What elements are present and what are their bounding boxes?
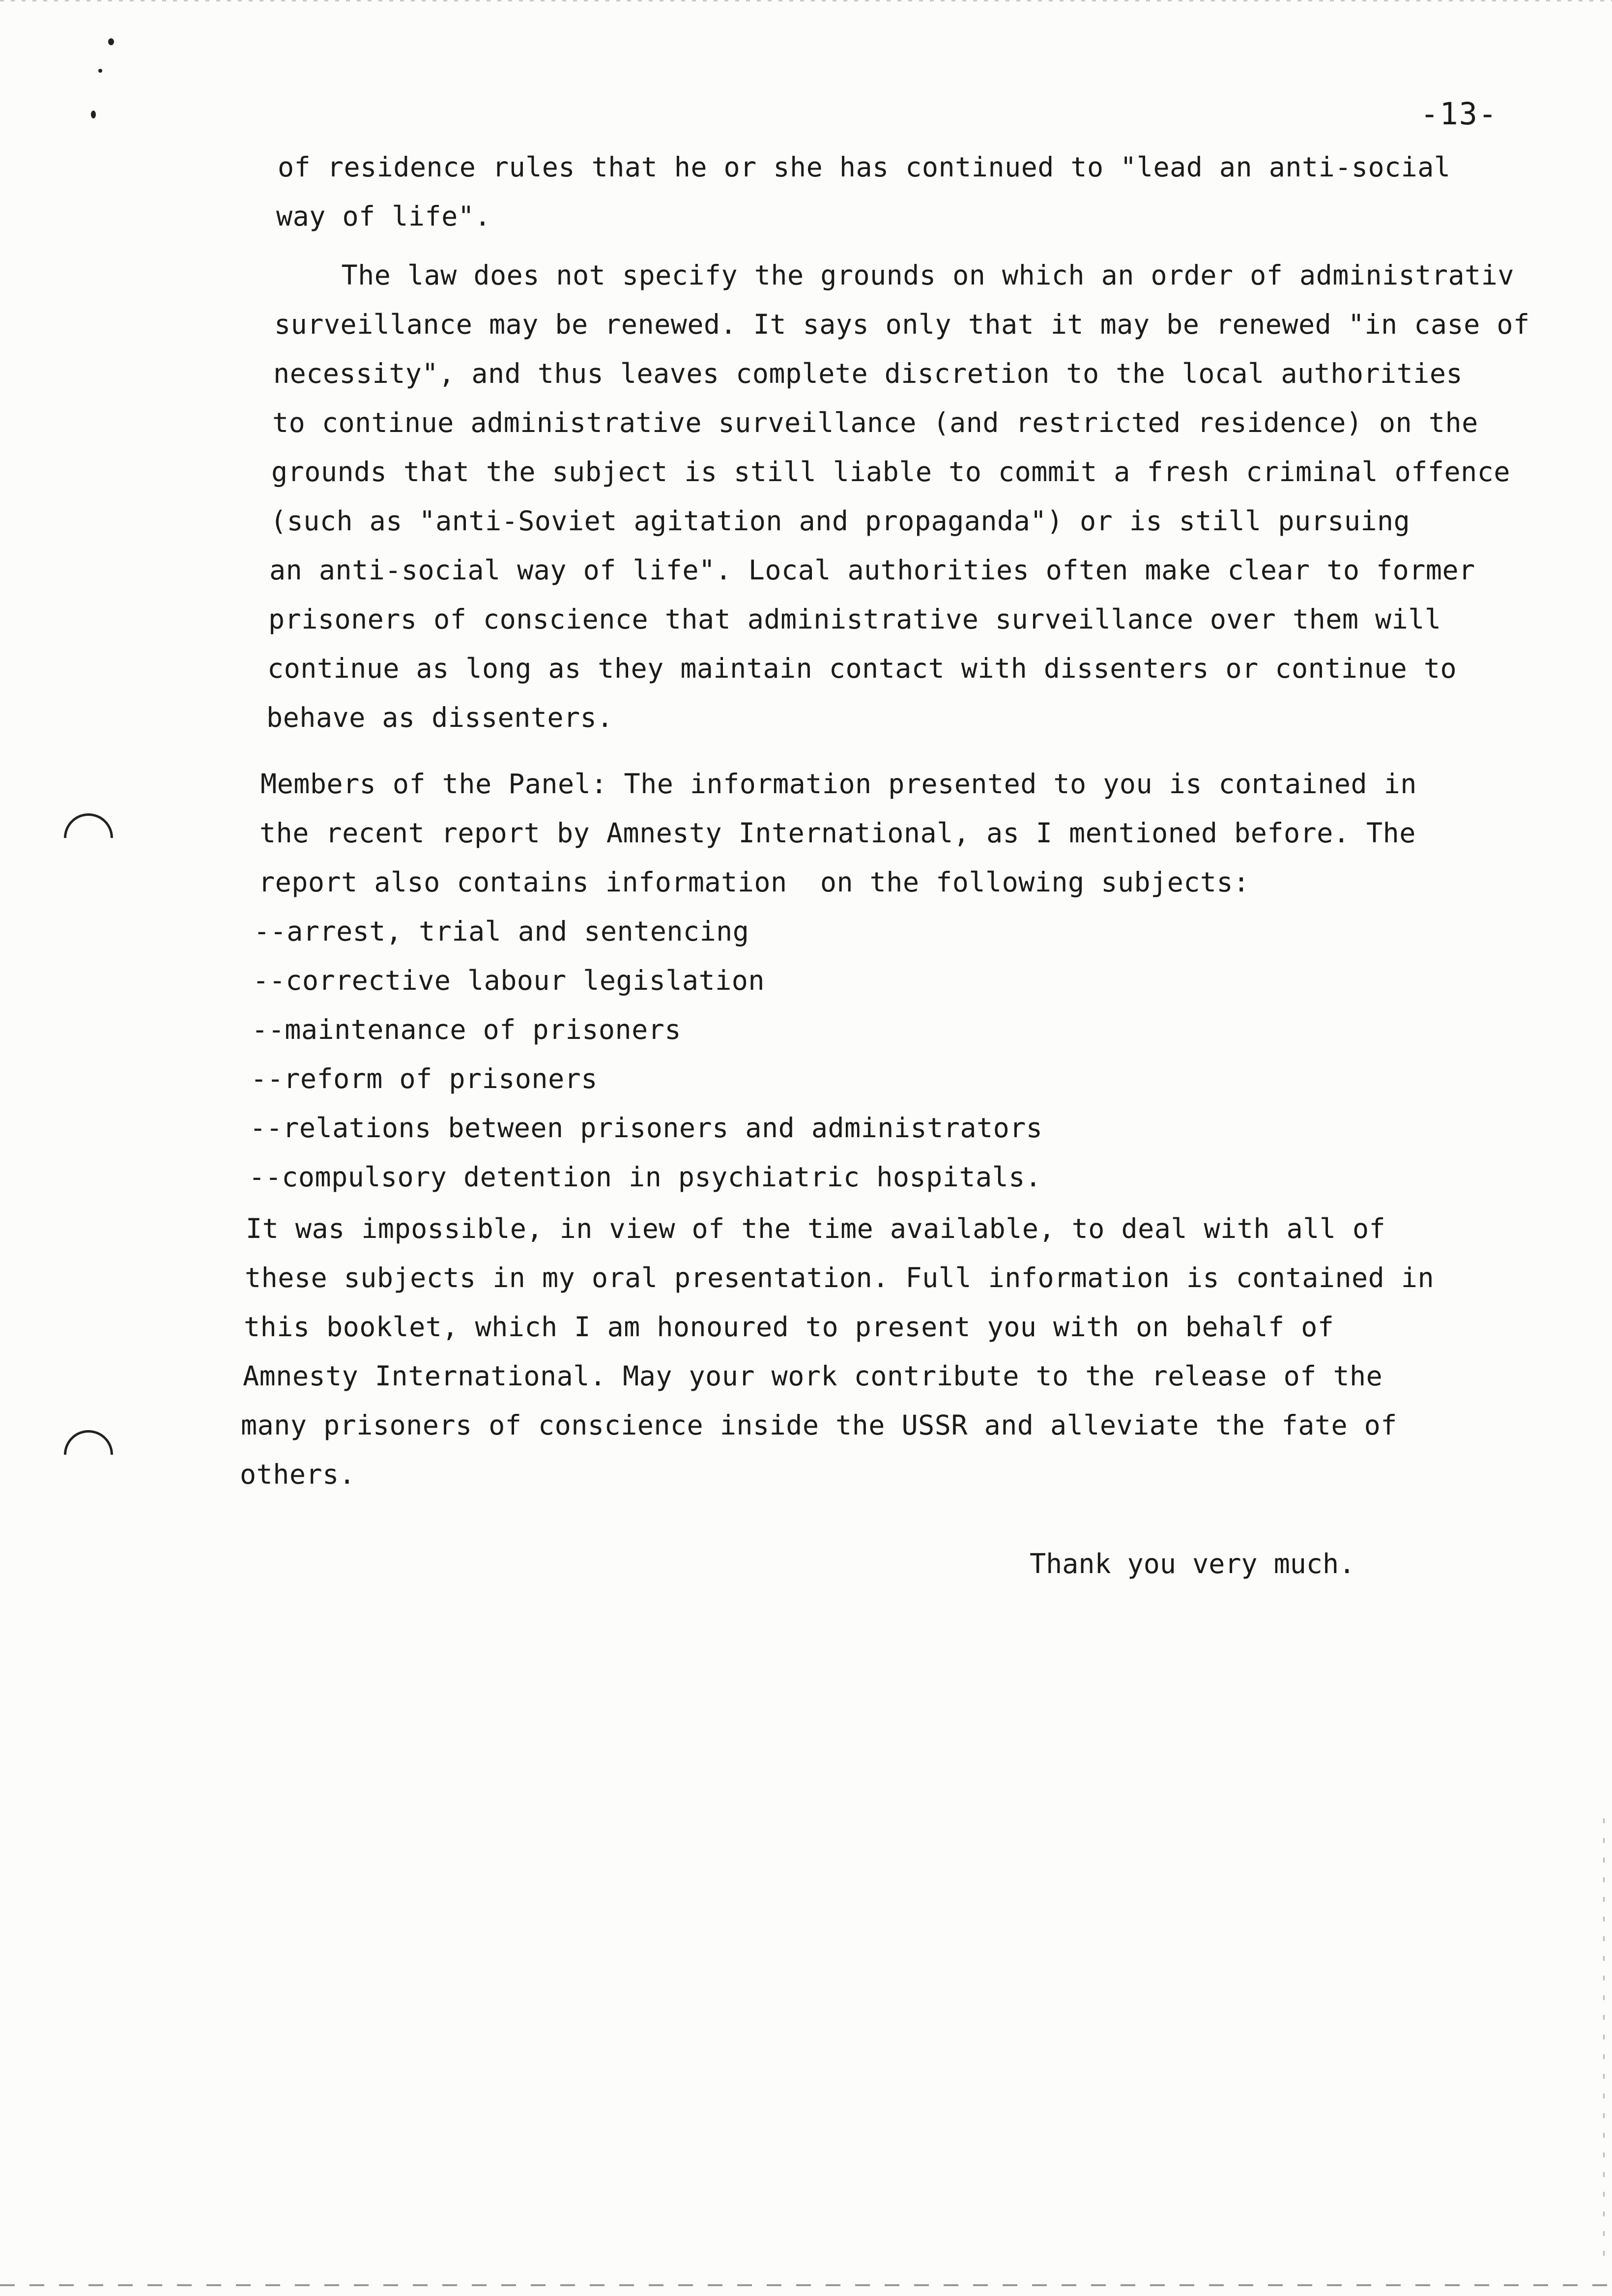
page-top-edge <box>0 0 1612 1</box>
text-line: this booklet, which I am honoured to present you with on behalf of <box>244 1311 1334 1343</box>
text-line: Members of the Panel: The information presented to you is contained in <box>260 768 1417 800</box>
text-line: these subjects in my oral presentation. Full information is contained in <box>245 1262 1435 1293</box>
list-item: --reform of prisoners <box>251 1063 598 1094</box>
text-line: the recent report by Amnesty International, as I mentioned before. The <box>259 817 1416 849</box>
list-item: --maintenance of prisoners <box>252 1014 681 1045</box>
page-bottom-edge <box>0 2284 1612 2286</box>
margin-mark <box>98 69 102 73</box>
text-line: The law does not specify the grounds on which an order of administrativ <box>275 259 1514 291</box>
margin-mark <box>91 111 96 118</box>
closing-line: Thank you very much. <box>1030 1548 1355 1579</box>
text-line: an anti-social way of life". Local authorities often make clear to former <box>269 554 1475 586</box>
list-item: --arrest, trial and sentencing <box>254 916 749 947</box>
text-line: necessity", and thus leaves complete discretion to the local authorities <box>273 358 1463 389</box>
text-line: way of life". <box>276 201 491 232</box>
text-line: grounds that the subject is still liable to commit a fresh criminal offence <box>271 456 1510 488</box>
text-line: behave as dissenters. <box>266 702 613 733</box>
punch-hole-upper <box>54 803 123 872</box>
text-line: continue as long as they maintain contact with dissenters or continue to <box>267 653 1457 684</box>
text-line: (such as "anti-Soviet agitation and propaganda") or is still pursuing <box>270 505 1410 537</box>
text-line: of residence rules that he or she has continued to "lead an anti-social <box>278 151 1451 183</box>
punch-hole-lower <box>54 1420 123 1489</box>
page-number: -13- <box>1420 96 1498 132</box>
text-line: Amnesty International. May your work contribute to the release of the <box>243 1360 1383 1392</box>
text-line: surveillance may be renewed. It says only that it may be renewed "in case of <box>274 309 1530 340</box>
text-line: to continue administrative surveillance (and restricted residence) on the <box>272 407 1478 438</box>
list-item: --corrective labour legislation <box>253 965 765 996</box>
list-item: --relations between prisoners and administrators <box>250 1112 1043 1144</box>
page-right-edge <box>1603 1818 1605 2261</box>
text-line: It was impossible, in view of the time available, to deal with all of <box>246 1213 1386 1244</box>
margin-mark <box>108 38 114 45</box>
text-line: others. <box>240 1459 356 1490</box>
list-item: --compulsory detention in psychiatric hospitals. <box>249 1161 1042 1193</box>
text-line: prisoners of conscience that administrative surveillance over them will <box>268 603 1441 635</box>
text-line: report also contains information on the following subjects: <box>259 866 1250 898</box>
text-line: many prisoners of conscience inside the USSR and alleviate the fate of <box>241 1409 1397 1441</box>
